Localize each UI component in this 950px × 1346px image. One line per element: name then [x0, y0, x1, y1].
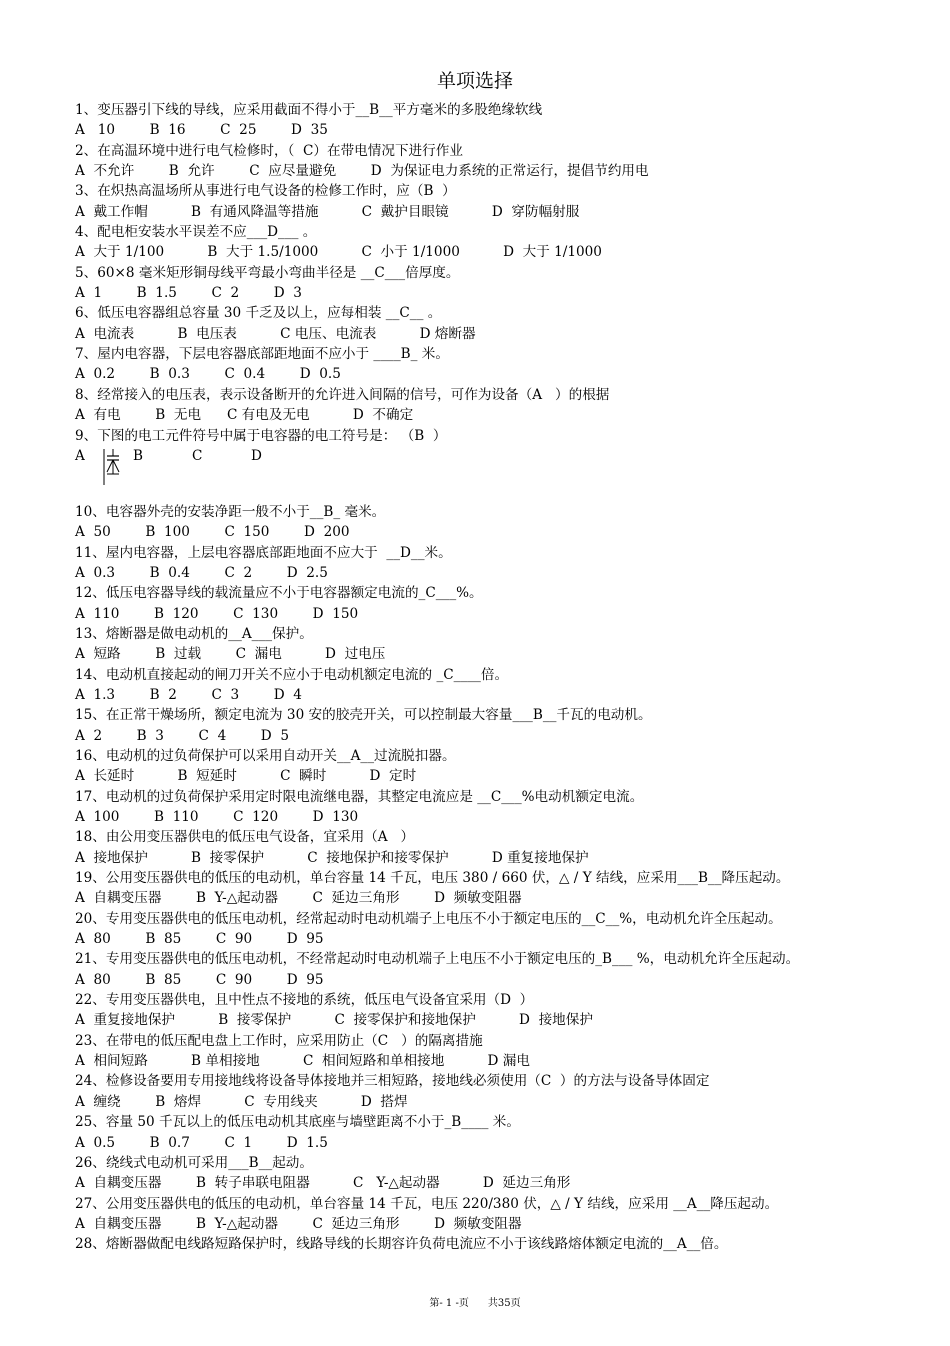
capacitor-symbol-icon: [103, 448, 121, 486]
text-line: A 0.5 B 0.7 C 1 D 1.5: [75, 1134, 328, 1151]
text-line: 17、电动机的过负荷保护采用定时限电流继电器，其整定电流应是 __C___%电动机额定电流。: [75, 788, 644, 805]
text-line: A 0.3 B 0.4 C 2 D 2.5: [75, 564, 328, 581]
text-line: 26、绕线式电动机可采用___B__起动。: [75, 1154, 313, 1171]
questions-10-28: [75, 502, 935, 1255]
text-line: 24、检修设备要用专用接地线将设备导体接地并三相短路，接地线必须使用（C ）的方法与设备导体固定: [75, 1073, 710, 1090]
text-line: 3、在炽热高温场所从事进行电气设备的检修工作时，应（B ）: [75, 183, 456, 200]
text-line: 27、公用变压器供电的低压的电动机，单台容量 14 千瓦，电压 220/380 伏，△ / Y 结线，应采用 __A__降压起动。: [75, 1195, 779, 1212]
text-line: A 重复接地保护 B 接零保护 C 接零保护和接地保护 D 接地保护: [75, 1012, 593, 1029]
text-line: A 80 B 85 C 90 D 95: [75, 931, 324, 948]
questions-1-9: [75, 100, 935, 446]
text-line: 1、变压器引下线的导线，应采用截面不得小于__B__平方毫米的多股绝缘软线: [75, 102, 543, 118]
text-line: A 50 B 100 C 150 D 200: [75, 524, 350, 541]
question-9-figure-options: [75, 446, 935, 502]
page-footer: 第- 1 -页 共35页: [429, 1298, 521, 1309]
text-line: A 短路 B 过载 C 漏电 D 过电压: [75, 646, 386, 663]
option-b-label: B: [133, 447, 143, 464]
text-line: 8、经常接入的电压表，表示设备断开的允许进入间隔的信号，可作为设备（A ）的根据: [75, 386, 610, 403]
option-c-label: C: [192, 447, 203, 464]
text-line: A 自耦变压器 B 转子串联电阻器 C Y-△起动器 D 延边三角形: [75, 1175, 571, 1192]
text-line: 18、由公用变压器供电的低压电气设备，宜采用（A ）: [75, 829, 415, 846]
text-line: A 有电 B 无电 C 有电及无电 D 不确定: [75, 407, 414, 424]
text-line: A 接地保护 B 接零保护 C 接地保护和接零保护 D 重复接地保护: [75, 849, 589, 866]
text-line: A 戴工作帽 B 有通风降温等措施 C 戴护目眼镜 D 穿防幅射服: [75, 203, 580, 220]
text-line: 15、在正常干燥场所，额定电流为 30 安的胶壳开关，可以控制最大容量___B__千瓦的电动机。: [75, 707, 652, 724]
text-line: 4、配电柜安装水平误差不应___D___ 。: [75, 224, 317, 241]
text-line: A 1.3 B 2 C 3 D 4: [75, 686, 302, 703]
text-line: 7、屋内电容器，下层电容器底部距地面不应小于 ____B_ 米。: [75, 346, 449, 363]
option-d-label: D: [251, 447, 262, 464]
text-line: 20、专用变压器供电的低压电动机，经常起动时电动机端子上电压不小于额定电压的__C__%，电动机允许全压起动。: [75, 910, 782, 927]
text-line: A 自耦变压器 B Y-△起动器 C 延边三角形 D 频敏变阻器: [75, 1215, 522, 1232]
text-line: 9、下图的电工元件符号中属于电容器的电工符号是： （B ）: [75, 427, 447, 444]
option-a-label: A: [75, 447, 85, 464]
text-line: A 110 B 120 C 130 D 150: [75, 605, 359, 622]
text-line: A 自耦变压器 B Y-△起动器 C 延边三角形 D 频敏变阻器: [75, 890, 522, 907]
text-line: 25、容量 50 千瓦以上的低压电动机其底座与墙壁距离不小于_B____ 米。: [75, 1114, 520, 1131]
text-line: 11、屋内电容器，上层电容器底部距地面不应大于 __D__米。: [75, 544, 452, 561]
text-line: 23、在带电的低压配电盘上工作时，应采用防止（C ）的隔离措施: [75, 1032, 483, 1049]
text-line: 2、在高温环境中进行电气检修时，（ C）在带电情况下进行作业: [75, 142, 463, 159]
text-line: 12、低压电容器导线的载流量应不小于电容器额定电流的_C___%。: [75, 585, 483, 602]
text-line: A 不允许 B 允许 C 应尽量避免 D 为保证电力系统的正常运行，提倡节约用电: [75, 163, 649, 180]
text-line: A 相间短路 B 单相接地 C 相间短路和单相接地 D 漏电: [75, 1053, 530, 1070]
text-line: 10、电容器外壳的安装净距一般不小于__B_ 毫米。: [75, 503, 386, 520]
text-line: A 0.2 B 0.3 C 0.4 D 0.5: [75, 366, 341, 383]
text-line: 21、专用变压器供电的低压电动机，不经常起动时电动机端子上电压不小于额定电压的_B___ %，电动机允许全压起动。: [75, 951, 800, 968]
text-line: A 100 B 110 C 120 D 130: [75, 809, 359, 825]
question-list: [75, 100, 935, 1255]
text-line: 22、专用变压器供电，且中性点不接地的系统，低压电气设备宜采用（D ）: [75, 992, 534, 1009]
text-line: A 10 B 16 C 25 D 35: [75, 122, 328, 139]
text-line: 6、低压电容器组总容量 30 千乏及以上，应每相装 __C__ 。: [75, 305, 442, 322]
text-line: A 2 B 3 C 4 D 5: [75, 727, 289, 744]
text-line: A 大于 1/100 B 大于 1.5/1000 C 小于 1/1000 D 大于 1/1000: [75, 244, 602, 261]
text-line: 5、60×8 毫米矩形铜母线平弯最小弯曲半径是 __C___倍厚度。: [75, 264, 460, 281]
text-line: 16、电动机的过负荷保护可以采用自动开关__A__过流脱扣器。: [75, 747, 456, 764]
text-line: A 80 B 85 C 90 D 95: [75, 971, 324, 988]
text-line: A 1 B 1.5 C 2 D 3: [75, 285, 302, 302]
text-line: 13、熔断器是做电动机的__A___保护。: [75, 625, 313, 642]
text-line: 19、公用变压器供电的低压的电动机，单台容量 14 千瓦，电压 380 / 660 伏，△ / Y 结线，应采用___B__降压起动。: [75, 870, 790, 887]
text-line: A 电流表 B 电压表 C 电压、电流表 D 熔断器: [75, 325, 476, 342]
text-line: 14、电动机直接起动的闸刀开关不应小于电动机额定电流的 _C____倍。: [75, 666, 509, 683]
text-line: 28、熔断器做配电线路短路保护时，线路导线的长期容许负荷电流应不小于该线路熔体额定电流的__A__倍。: [75, 1236, 728, 1253]
page-title: 单项选择: [436, 70, 513, 92]
text-line: A 缠绕 B 熔焊 C 专用线夹 D 搭焊: [75, 1093, 408, 1110]
text-line: A 长延时 B 短延时 C 瞬时 D 定时: [75, 768, 417, 785]
